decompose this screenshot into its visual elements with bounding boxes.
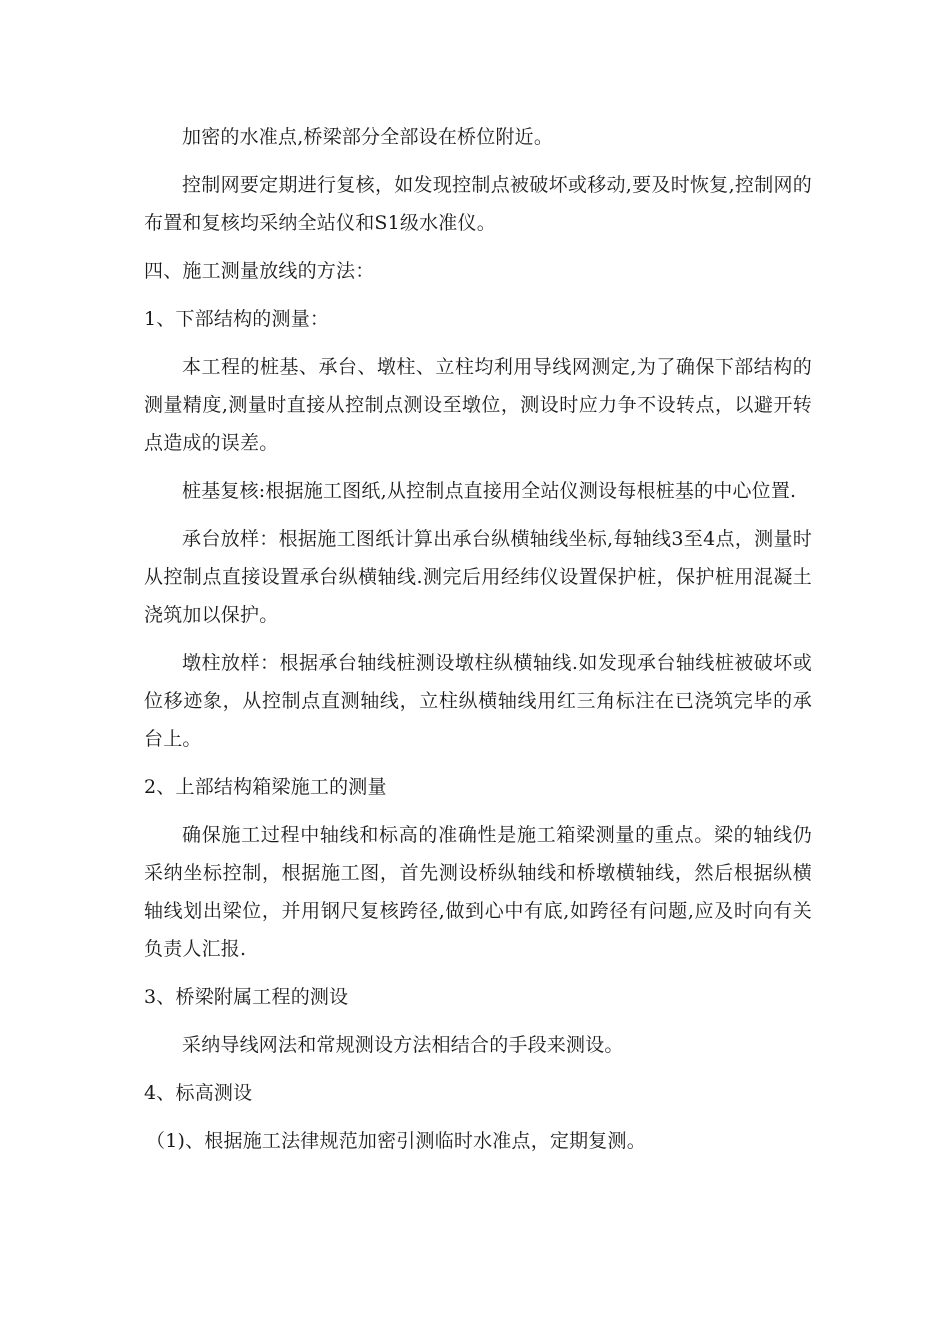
paragraph-pier-layout: 墩柱放样：根据承台轴线桩测设墩柱纵横轴线.如发现承台轴线桩被破坏或位移迹象，从控制点直测轴线，立柱纵横轴线用红三角标注在已浇筑完毕的承台上。: [144, 652, 812, 750]
subheading-elevation-survey: 4、标高测设: [144, 1082, 253, 1104]
paragraph-substructure-survey: 本工程的桩基、承台、墩柱、立柱均利用导线网测定,为了确保下部结构的测量精度,测量时直接从控制点测设至墩位，测设时应力争不设转点，以避开转点造成的误差。: [144, 356, 812, 454]
subheading-substructure-survey: 1、下部结构的测量：: [144, 308, 330, 330]
paragraph-ancillary-method: 采纳导线网法和常规测设方法相结合的手段来测设。: [182, 1034, 624, 1056]
paragraph-box-girder-survey: 确保施工过程中轴线和标高的准确性是施工箱梁测量的重点。梁的轴线仍采纳坐标控制，根据施工图，首先测设桥纵轴线和桥墩横轴线，然后根据纵横轴线划出梁位，并用钢尺复核跨径,做到心中有底,如跨径有问题,应及时向有关负责人汇报.: [144, 824, 812, 960]
subheading-ancillary-works: 3、桥梁附属工程的测设: [144, 986, 349, 1008]
paragraph-control-network: 控制网要定期进行复核，如发现控制点被破坏或移动,要及时恢复,控制网的布置和复核均采纳全站仪和S1级水准仪。: [144, 174, 812, 234]
section-heading-survey-methods: 四、施工测量放线的方法：: [144, 260, 375, 282]
paragraph-cap-layout: 承台放样：根据施工图纸计算出承台纵横轴线坐标,每轴线3至4点，测量时从控制点直接设置承台纵横轴线.测完后用经纬仪设置保护桩，保护桩用混凝土浇筑加以保护。: [144, 528, 812, 626]
document-body: [144, 118, 812, 1170]
paragraph-benchmark-location: 加密的水准点,桥梁部分全部设在桥位附近。: [182, 126, 554, 148]
paragraph-pile-check: 桩基复核:根据施工图纸,从控制点直接用全站仪测设每根桩基的中心位置.: [182, 480, 797, 502]
list-item-temporary-benchmarks: （1)、根据施工法律规范加密引测临时水准点，定期复测。: [146, 1130, 646, 1152]
subheading-superstructure-survey: 2、上部结构箱梁施工的测量: [144, 776, 387, 798]
